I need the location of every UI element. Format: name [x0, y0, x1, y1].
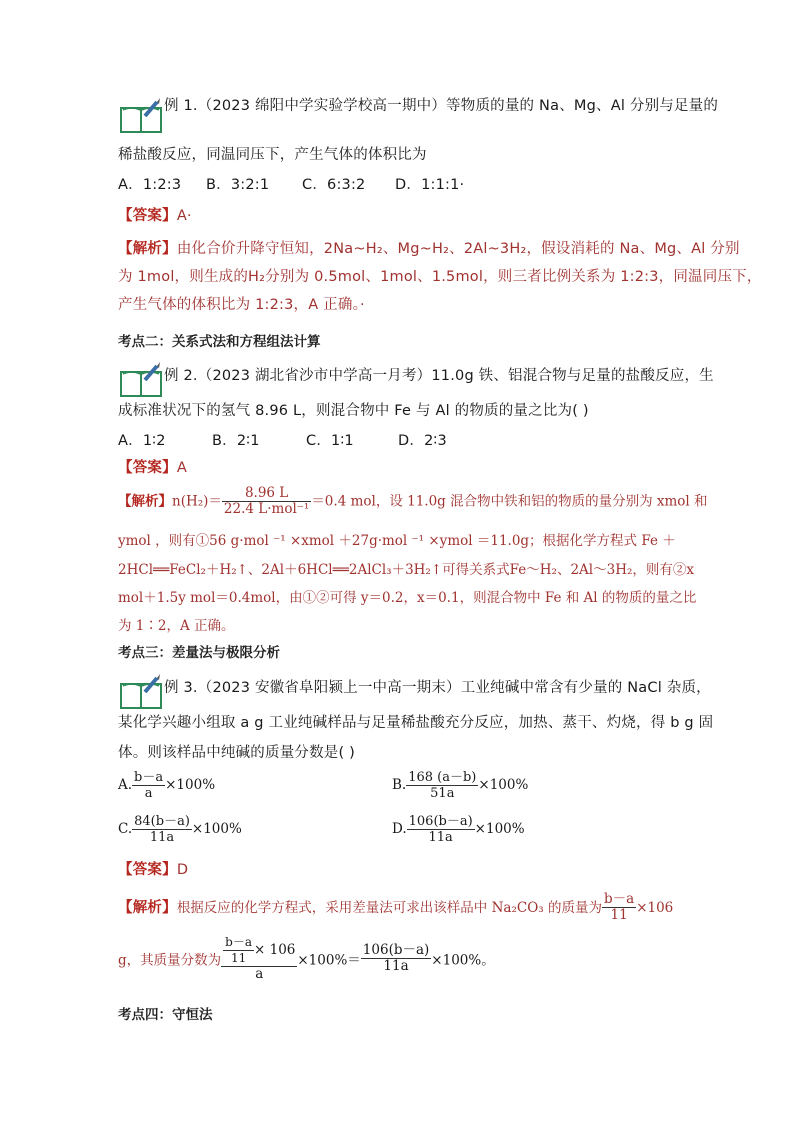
book-pencil-icon [118, 96, 164, 134]
example2-option-a: A．1∶2 [118, 433, 166, 449]
example2-analysis-line5: 为 1∶2，A 正确。 [118, 618, 235, 634]
answer-value: D [176, 862, 189, 878]
example1-option-a: A．1:2:3 [118, 177, 182, 193]
example3-answer [118, 860, 188, 880]
nested-fraction: $\frac{b-a}{11}$ × 106 a [221, 935, 297, 982]
example1-option-b: B．3:2:1 [206, 177, 270, 193]
answer-label: 【答案】 [118, 208, 177, 224]
example3-option-b: B. $\frac{168 (a-b)}{51a}$ ×100% [392, 770, 529, 801]
example2-question-line2: 成标准状况下的氢气 8.96 L，则混合物中 Fe 与 Al 的物质的量之比为( ) [118, 403, 589, 419]
analysis-label: 【解析】 [118, 493, 172, 510]
example3-option-a: A. $\frac{b-a}{a}$ ×100% [118, 770, 216, 801]
example2-option-c: C．1∶1 [306, 433, 354, 449]
example2-analysis-line4: mol＋1.5y mol＝0.4mol，由①②可得 y＝0.2，x＝0.1，则混合物中 Fe 和 Al 的物质的量之比 [118, 590, 697, 606]
example2-option-b: B．2∶1 [212, 433, 260, 449]
example1-option-c: C．6:3:2 [302, 177, 366, 193]
example2-analysis-line2: ymol ，则有①56 g·mol ⁻¹ ×xmol ＋27g·mol ⁻¹ ×ymol ＝11.0g；根据化学方程式 Fe ＋ [118, 533, 676, 549]
example3-analysis-line2: g，其质量分数为 $\frac{b-a}{11}$ × 106 a ×100%＝ $\frac{106(b-a)}{11a}$ ×100%。 [118, 935, 495, 982]
example1-analysis-line2: 为 1mol，则生成的H₂分别为 0.5mol、1mol、1.5mol，则三者比例关系为 1:2:3，同温同压下， [118, 269, 762, 285]
analysis-text: 由化合价升降守恒知，2Na~H₂、Mg~H₂、2Al~3H₂，假设消耗的 Na、Mg、Al 分别 [176, 241, 740, 257]
book-pencil-icon [118, 672, 164, 710]
book-pencil-icon [118, 360, 164, 398]
section-heading-2: 考点二：关系式法和方程组法计算 [118, 334, 321, 350]
example3-question-line1: 例 3.（2023 安徽省阜阳颍上一中高一期末）工业纯碱中常含有少量的 NaCl 杂质， [164, 680, 711, 696]
example3-option-c: C. $\frac{84(b-a)}{11a}$ ×100% [118, 814, 242, 845]
example1-option-d: D．1:1:1· [395, 177, 465, 193]
example3-question-line2: 某化学兴趣小组取 a g 工业纯碱样品与足量稀盐酸充分反应，加热、蒸干、灼烧，得 b g 固 [118, 715, 714, 731]
example3-option-d: D. $\frac{106(b-a)}{11a}$ ×100% [392, 814, 525, 845]
example1-analysis-line1 [118, 239, 740, 259]
analysis-label: 【解析】 [118, 900, 177, 916]
example2-question-line1: 例 2.（2023 湖北省沙市中学高一月考）11.0g 铁、铝混合物与足量的盐酸反应，生 [164, 368, 714, 384]
example2-analysis-line1: 【解析】n(H₂)＝ $\frac{8.96 L}{\text{22.4 L·mol⁻¹}}$ ＝0.4 mol，设 11.0g 混合物中铁和铝的物质的量分别为 xmol 和 [118, 485, 708, 517]
fraction-h2: $\frac{8.96 L}{\text{22.4 L·mol⁻¹}}$ [223, 485, 310, 517]
answer-label: 【答案】 [118, 862, 177, 878]
section-heading-3: 考点三：差量法与极限分析 [118, 645, 280, 661]
analysis-label: 【解析】 [118, 241, 177, 257]
example1-question-line2: 稀盐酸反应，同温同压下，产生气体的体积比为 [118, 147, 427, 163]
answer-value: A· [176, 208, 192, 224]
answer-label: 【答案】 [118, 460, 177, 476]
example2-answer [118, 458, 187, 478]
section-heading-4: 考点四：守恒法 [118, 1007, 213, 1023]
answer-value: A [176, 460, 187, 476]
example1-question-line1: 例 1.（2023 绵阳中学实验学校高一期中）等物质的量的 Na、Mg、Al 分别与足量的 [164, 98, 719, 114]
example2-option-d: D．2∶3 [398, 433, 447, 449]
example1-analysis-line3: 产生气体的体积比为 1:2:3，A 正确。· [118, 297, 365, 313]
example3-analysis-line1: 【解析】根据反应的化学方程式，采用差量法可求出该样品中 Na₂CO₃ 的质量为 $\frac{b-a}{11}$ ×106 [118, 891, 674, 923]
example1-answer [118, 206, 192, 226]
example3-question-line3: 体。则该样品中纯碱的质量分数是( ) [118, 745, 356, 761]
example2-analysis-line3: 2HCl══FeCl₂＋H₂↑、2Al＋6HCl══2AlCl₃＋3H₂↑可得关系式Fe～H₂、2Al～3H₂，则有②x [118, 562, 695, 578]
